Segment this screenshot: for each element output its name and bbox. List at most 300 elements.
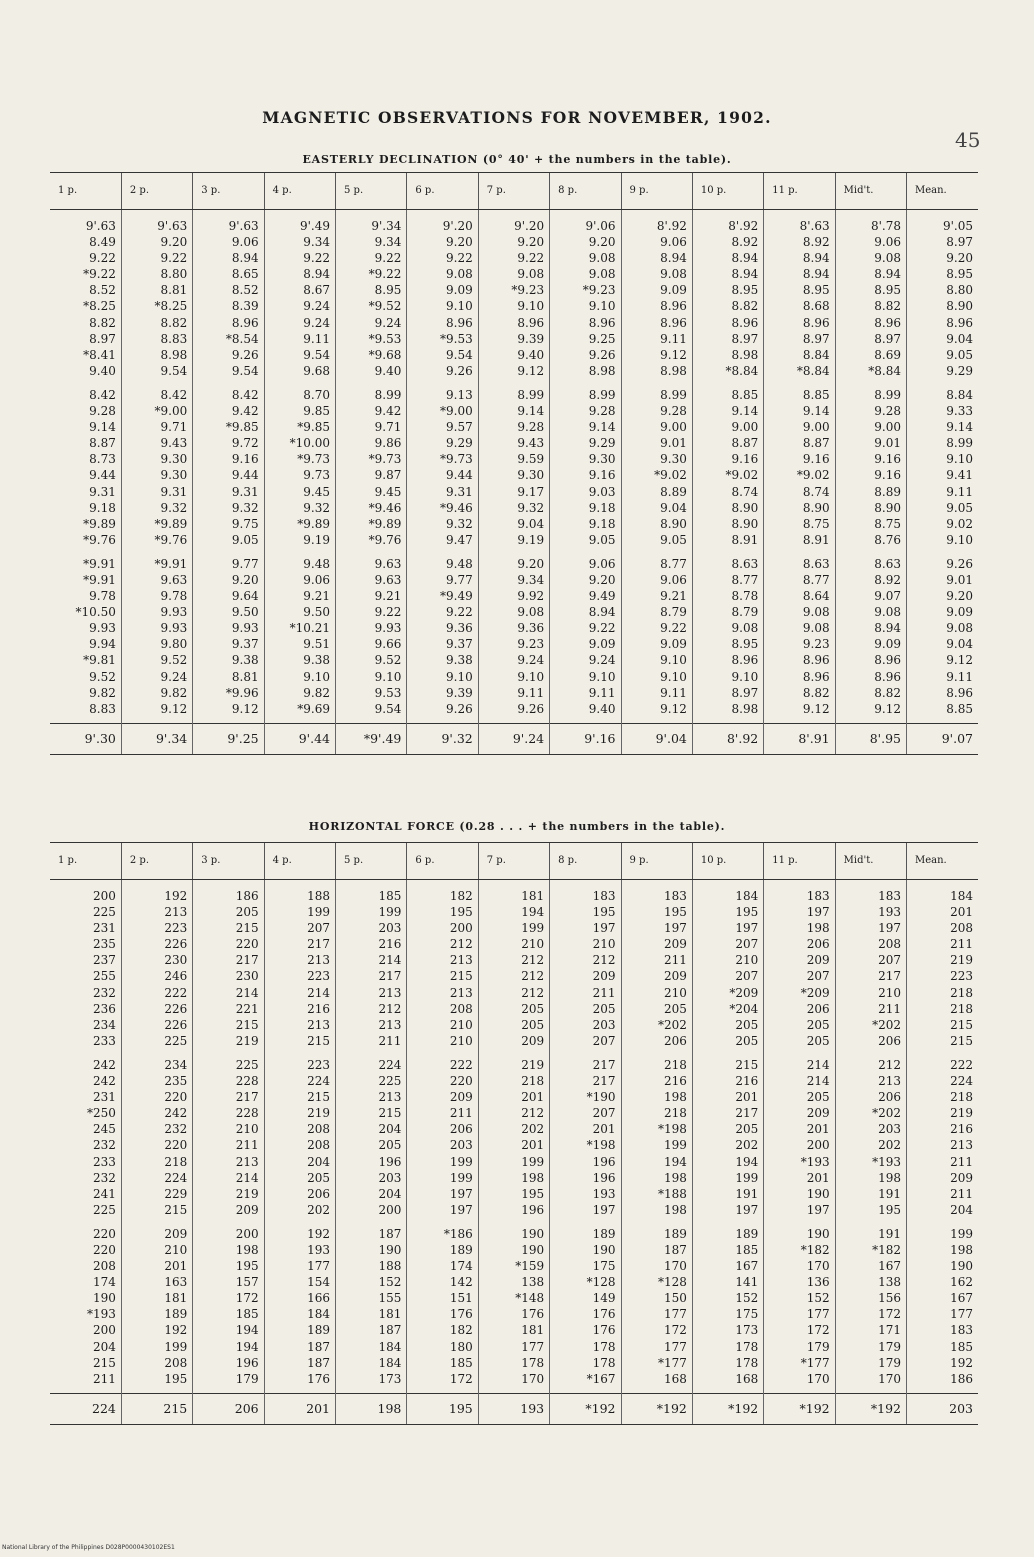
cell-value: 138 bbox=[521, 1275, 545, 1290]
cell-value: 8.96 bbox=[660, 315, 687, 330]
cell-value: 9.21 bbox=[374, 589, 402, 604]
table-cell bbox=[550, 548, 621, 723]
cell-value: 200 bbox=[806, 1138, 830, 1153]
column-header: 6 p. bbox=[407, 843, 478, 880]
cell-value: 220 bbox=[235, 937, 259, 952]
cell-value: 8.96 bbox=[517, 315, 545, 330]
table-cell bbox=[193, 548, 264, 723]
mean-cell: 9'.07 bbox=[907, 723, 979, 754]
cell-value: 172 bbox=[663, 1323, 687, 1338]
cell-value: 9.23 bbox=[802, 637, 830, 652]
cell-value: 205 bbox=[592, 1001, 616, 1016]
cell-value: 9.06 bbox=[874, 235, 901, 250]
cell-value: 199 bbox=[663, 1138, 687, 1153]
mean-cell: 224 bbox=[50, 1393, 121, 1424]
cell-value: 208 bbox=[950, 921, 973, 936]
cell-value: 9.16 bbox=[874, 468, 901, 483]
table-cell bbox=[692, 1218, 763, 1393]
cell-value: 9.20 bbox=[588, 235, 616, 250]
table-cell bbox=[121, 379, 192, 548]
cell-value: 9.40 bbox=[588, 701, 616, 716]
cell-value: 9.09 bbox=[874, 637, 901, 652]
cell-value: 8'.92 bbox=[656, 219, 687, 233]
cell-value: 9.22 bbox=[588, 621, 616, 636]
cell-value: 219 bbox=[950, 953, 973, 968]
cell-value: 8.97 bbox=[731, 331, 759, 346]
cell-value: 191 bbox=[878, 1186, 901, 1201]
table-cell bbox=[835, 880, 906, 1049]
cell-value: 242 bbox=[92, 1074, 116, 1089]
cell-value: 9.26 bbox=[446, 701, 473, 716]
mean-row bbox=[50, 1393, 978, 1424]
cell-value: 9.32 bbox=[160, 500, 188, 515]
cell-value: *9.00 bbox=[154, 404, 188, 419]
cell-value: 163 bbox=[164, 1275, 188, 1290]
table-cell bbox=[764, 210, 835, 379]
mean-cell: *192 bbox=[692, 1393, 763, 1424]
cell-value: 9.48 bbox=[446, 556, 473, 571]
cell-value: 9.16 bbox=[802, 452, 830, 467]
cell-value: 179 bbox=[806, 1339, 830, 1354]
cell-value: 152 bbox=[735, 1291, 759, 1306]
cell-value: 8.96 bbox=[231, 315, 259, 330]
cell-value: 8.99 bbox=[588, 387, 616, 402]
cell-value: 9.10 bbox=[660, 653, 687, 668]
cell-value: 199 bbox=[521, 921, 545, 936]
header-row bbox=[50, 173, 978, 210]
table-cell bbox=[692, 548, 763, 723]
cell-value: 9.77 bbox=[231, 556, 259, 571]
cell-value: 212 bbox=[592, 953, 616, 968]
cell-value: 206 bbox=[449, 1122, 473, 1137]
cell-value: 9.10 bbox=[446, 669, 473, 684]
table-cell bbox=[621, 1218, 692, 1393]
cell-value: 214 bbox=[235, 985, 259, 1000]
cell-value: 235 bbox=[92, 937, 116, 952]
cell-value: 200 bbox=[378, 1202, 402, 1217]
cell-value: 197 bbox=[663, 921, 687, 936]
cell-value: 9.14 bbox=[802, 404, 830, 419]
cell-value: 176 bbox=[307, 1371, 330, 1386]
cell-value: 205 bbox=[806, 1033, 830, 1048]
table-cell bbox=[907, 379, 979, 548]
cell-value: *9.73 bbox=[297, 452, 330, 467]
cell-value: 8.82 bbox=[160, 315, 188, 330]
cell-value: 213 bbox=[378, 1017, 402, 1032]
cell-value: 172 bbox=[449, 1371, 473, 1386]
cell-value: 210 bbox=[521, 937, 545, 952]
cell-value: 9.05 bbox=[588, 532, 616, 547]
cell-value: 9.03 bbox=[588, 484, 616, 499]
cell-value: 183 bbox=[663, 889, 687, 903]
cell-value: 9.73 bbox=[303, 468, 330, 483]
cell-value: 9.13 bbox=[446, 387, 473, 402]
cell-value: 8.96 bbox=[660, 299, 687, 314]
cell-value: 9.34 bbox=[303, 235, 330, 250]
cell-value: 9.06 bbox=[660, 235, 687, 250]
cell-value: 9.06 bbox=[588, 556, 616, 571]
cell-value: 204 bbox=[378, 1186, 402, 1201]
cell-value: 9.11 bbox=[660, 685, 687, 700]
mean-cell: *192 bbox=[764, 1393, 835, 1424]
table-cell bbox=[478, 548, 549, 723]
cell-value: 224 bbox=[950, 1074, 973, 1089]
cell-value: *9.22 bbox=[83, 267, 116, 282]
cell-value: 8.85 bbox=[946, 701, 973, 716]
cell-value: 8.94 bbox=[874, 621, 901, 636]
cell-value: 8.94 bbox=[588, 605, 616, 620]
cell-value: 187 bbox=[378, 1226, 402, 1241]
cell-value: 8.94 bbox=[802, 251, 830, 266]
cell-value: 206 bbox=[878, 1033, 901, 1048]
cell-value: 8.42 bbox=[160, 387, 188, 402]
cell-value: *9.85 bbox=[225, 420, 259, 435]
cell-value: 213 bbox=[235, 1154, 259, 1169]
mean-cell: 8'.92 bbox=[692, 723, 763, 754]
cell-value: *202 bbox=[657, 1017, 687, 1032]
table-cell bbox=[621, 210, 692, 379]
cell-value: 197 bbox=[735, 1202, 759, 1217]
cell-value: 210 bbox=[235, 1122, 259, 1137]
cell-value: 8.74 bbox=[731, 484, 759, 499]
cell-value: 200 bbox=[449, 921, 473, 936]
cell-value: 9.63 bbox=[160, 572, 188, 587]
cell-value: 8.98 bbox=[660, 363, 687, 378]
table-cell bbox=[907, 880, 979, 1049]
cell-value: 9.34 bbox=[517, 572, 545, 587]
column-header: 2 p. bbox=[121, 843, 192, 880]
table-cell bbox=[550, 1218, 621, 1393]
cell-value: 189 bbox=[592, 1226, 616, 1241]
cell-value: 214 bbox=[307, 985, 330, 1000]
cell-value: 223 bbox=[307, 969, 330, 984]
cell-value: 9.31 bbox=[89, 484, 116, 499]
column-header: 11 p. bbox=[764, 843, 835, 880]
cell-value: 9.38 bbox=[231, 653, 259, 668]
cell-value: 9.20 bbox=[946, 589, 973, 604]
cell-value: *9.02 bbox=[796, 468, 830, 483]
cell-value: 198 bbox=[878, 1170, 901, 1185]
cell-value: 9.82 bbox=[303, 685, 330, 700]
cell-value: 228 bbox=[235, 1074, 259, 1089]
page-number: 45 bbox=[955, 128, 981, 152]
cell-value: 8.52 bbox=[231, 283, 259, 298]
cell-value: 9.26 bbox=[946, 556, 973, 571]
cell-value: 9.20 bbox=[517, 235, 545, 250]
cell-value: 195 bbox=[521, 1186, 545, 1201]
table-cell bbox=[907, 1049, 979, 1218]
cell-value: 184 bbox=[307, 1307, 330, 1322]
table-block bbox=[50, 379, 978, 548]
cell-value: 9.50 bbox=[231, 605, 259, 620]
cell-value: 215 bbox=[950, 1017, 973, 1032]
cell-value: *9.68 bbox=[368, 347, 402, 362]
cell-value: 200 bbox=[92, 1323, 116, 1338]
cell-value: 8.99 bbox=[874, 387, 901, 402]
cell-value: 8.90 bbox=[946, 299, 973, 314]
cell-value: 9.33 bbox=[946, 404, 973, 419]
cell-value: 9.92 bbox=[517, 589, 545, 604]
cell-value: 203 bbox=[878, 1122, 901, 1137]
cell-value: 8.39 bbox=[231, 299, 259, 314]
cell-value: 9.04 bbox=[946, 331, 973, 346]
column-header: 4 p. bbox=[264, 843, 335, 880]
column-header: 6 p. bbox=[407, 173, 478, 210]
cell-value: 8.95 bbox=[946, 267, 973, 282]
cell-value: 217 bbox=[235, 953, 259, 968]
cell-value: 8.68 bbox=[802, 299, 830, 314]
table-cell bbox=[50, 1049, 121, 1218]
cell-value: 194 bbox=[235, 1339, 259, 1354]
cell-value: 141 bbox=[735, 1275, 759, 1290]
cell-value: 178 bbox=[521, 1355, 545, 1370]
cell-value: 9.54 bbox=[303, 347, 330, 362]
table-cell bbox=[407, 379, 478, 548]
cell-value: 8.82 bbox=[802, 685, 830, 700]
cell-value: 9.11 bbox=[946, 484, 973, 499]
cell-value: 203 bbox=[592, 1017, 616, 1032]
cell-value: 214 bbox=[806, 1057, 830, 1072]
cell-value: 9'.06 bbox=[585, 219, 616, 233]
cell-value: 195 bbox=[592, 905, 616, 920]
cell-value: 9.24 bbox=[374, 315, 402, 330]
cell-value: 8.95 bbox=[874, 283, 901, 298]
cell-value: 201 bbox=[521, 1138, 545, 1153]
cell-value: 203 bbox=[449, 1138, 473, 1153]
cell-value: 9.75 bbox=[231, 516, 259, 531]
column-header: 3 p. bbox=[193, 173, 264, 210]
cell-value: 222 bbox=[164, 985, 188, 1000]
cell-value: 222 bbox=[449, 1057, 473, 1072]
cell-value: 8.96 bbox=[874, 315, 901, 330]
cell-value: 210 bbox=[164, 1242, 188, 1257]
cell-value: 184 bbox=[378, 1355, 402, 1370]
cell-value: 9.02 bbox=[946, 516, 973, 531]
cell-value: *9.91 bbox=[154, 556, 188, 571]
cell-value: 237 bbox=[92, 953, 116, 968]
cell-value: 9.54 bbox=[160, 363, 188, 378]
cell-value: 9.64 bbox=[231, 589, 259, 604]
cell-value: 204 bbox=[307, 1154, 330, 1169]
cell-value: 8.82 bbox=[874, 685, 901, 700]
cell-value: *209 bbox=[800, 985, 830, 1000]
cell-value: 157 bbox=[235, 1275, 259, 1290]
cell-value: 192 bbox=[164, 1323, 188, 1338]
cell-value: 9.51 bbox=[303, 637, 330, 652]
cell-value: 9.08 bbox=[946, 621, 973, 636]
cell-value: 8.96 bbox=[731, 653, 759, 668]
cell-value: 9.72 bbox=[231, 436, 259, 451]
cell-value: 9.08 bbox=[660, 267, 687, 282]
cell-value: 223 bbox=[950, 969, 973, 984]
table-cell bbox=[407, 1049, 478, 1218]
cell-value: 9.86 bbox=[374, 436, 402, 451]
cell-value: 8.77 bbox=[802, 572, 830, 587]
cell-value: 211 bbox=[878, 1001, 901, 1016]
cell-value: 9.08 bbox=[588, 251, 616, 266]
cell-value: 197 bbox=[878, 921, 901, 936]
cell-value: 181 bbox=[378, 1307, 402, 1322]
cell-value: 9.38 bbox=[446, 653, 473, 668]
cell-value: 225 bbox=[378, 1074, 402, 1089]
cell-value: 217 bbox=[307, 937, 330, 952]
cell-value: 215 bbox=[735, 1057, 759, 1072]
cell-value: 9.31 bbox=[446, 484, 473, 499]
cell-value: 215 bbox=[449, 969, 473, 984]
cell-value: *9.46 bbox=[368, 500, 402, 515]
cell-value: 8.84 bbox=[802, 347, 830, 362]
cell-value: *186 bbox=[443, 1226, 473, 1241]
cell-value: 229 bbox=[164, 1186, 188, 1201]
cell-value: 9'.63 bbox=[85, 219, 116, 233]
cell-value: 9.22 bbox=[660, 621, 687, 636]
cell-value: 217 bbox=[878, 969, 901, 984]
cell-value: 211 bbox=[950, 1186, 973, 1201]
cell-value: 8.96 bbox=[446, 315, 473, 330]
cell-value: 199 bbox=[164, 1339, 188, 1354]
cell-value: 155 bbox=[378, 1291, 402, 1306]
cell-value: 9.24 bbox=[160, 669, 188, 684]
cell-value: 8.94 bbox=[802, 267, 830, 282]
table-cell bbox=[50, 379, 121, 548]
cell-value: 9.37 bbox=[446, 637, 473, 652]
cell-value: 224 bbox=[307, 1074, 330, 1089]
cell-value: 233 bbox=[92, 1033, 116, 1048]
cell-value: 8.74 bbox=[802, 484, 830, 499]
cell-value: 196 bbox=[592, 1170, 616, 1185]
table-cell bbox=[336, 379, 407, 548]
cell-value: 210 bbox=[449, 1033, 473, 1048]
cell-value: 8.80 bbox=[160, 267, 188, 282]
cell-value: 209 bbox=[806, 953, 830, 968]
cell-value: 8.82 bbox=[731, 299, 759, 314]
cell-value: 192 bbox=[307, 1226, 330, 1241]
cell-value: 8.90 bbox=[802, 500, 830, 515]
cell-value: 9.30 bbox=[160, 452, 188, 467]
cell-value: 219 bbox=[307, 1106, 330, 1121]
cell-value: 9.11 bbox=[517, 685, 545, 700]
cell-value: 196 bbox=[378, 1154, 402, 1169]
cell-value: 8.78 bbox=[731, 589, 759, 604]
cell-value: 8.96 bbox=[802, 669, 830, 684]
cell-value: 195 bbox=[663, 905, 687, 920]
cell-value: 9.16 bbox=[731, 452, 759, 467]
cell-value: 185 bbox=[449, 1355, 473, 1370]
cell-value: 9.48 bbox=[303, 556, 330, 571]
cell-value: 217 bbox=[235, 1090, 259, 1105]
cell-value: 205 bbox=[235, 905, 259, 920]
cell-value: 175 bbox=[735, 1307, 759, 1322]
cell-value: 219 bbox=[235, 1033, 259, 1048]
cell-value: 9.18 bbox=[588, 500, 616, 515]
cell-value: 8.97 bbox=[731, 685, 759, 700]
cell-value: *9.89 bbox=[368, 516, 402, 531]
cell-value: 166 bbox=[307, 1291, 330, 1306]
cell-value: 183 bbox=[592, 889, 616, 903]
cell-value: 209 bbox=[806, 1106, 830, 1121]
column-header: Mean. bbox=[907, 843, 979, 880]
cell-value: 8.96 bbox=[874, 669, 901, 684]
cell-value: *193 bbox=[86, 1307, 116, 1322]
column-header: 8 p. bbox=[550, 173, 621, 210]
cell-value: 8.98 bbox=[160, 347, 188, 362]
table-block bbox=[50, 548, 978, 723]
cell-value: 9'.34 bbox=[371, 219, 402, 233]
cell-value: 8.92 bbox=[874, 572, 901, 587]
cell-value: 246 bbox=[164, 969, 188, 984]
cell-value: 175 bbox=[592, 1259, 616, 1274]
cell-value: 235 bbox=[164, 1074, 188, 1089]
cell-value: 195 bbox=[164, 1371, 188, 1386]
table-cell bbox=[692, 379, 763, 548]
cell-value: 211 bbox=[950, 937, 973, 952]
cell-value: 9.09 bbox=[946, 605, 973, 620]
cell-value: *177 bbox=[800, 1355, 830, 1370]
cell-value: 9.12 bbox=[660, 347, 687, 362]
cell-value: 208 bbox=[164, 1355, 188, 1370]
cell-value: 209 bbox=[164, 1226, 188, 1241]
cell-value: 9.78 bbox=[160, 589, 188, 604]
cell-value: 197 bbox=[806, 1202, 830, 1217]
cell-value: 8.97 bbox=[874, 331, 901, 346]
cell-value: 9.52 bbox=[89, 669, 116, 684]
table-cell bbox=[835, 210, 906, 379]
cell-value: 8.90 bbox=[874, 500, 901, 515]
cell-value: 8.97 bbox=[946, 235, 973, 250]
cell-value: 209 bbox=[449, 1090, 473, 1105]
cell-value: 190 bbox=[806, 1186, 830, 1201]
cell-value: *10.00 bbox=[289, 436, 330, 451]
cell-value: 189 bbox=[307, 1323, 330, 1338]
cell-value: *159 bbox=[515, 1259, 545, 1274]
cell-value: 9.04 bbox=[946, 637, 973, 652]
cell-value: 201 bbox=[735, 1090, 759, 1105]
cell-value: *9.02 bbox=[725, 468, 759, 483]
cell-value: 183 bbox=[950, 1323, 973, 1338]
cell-value: *8.84 bbox=[725, 363, 759, 378]
cell-value: 8'.78 bbox=[870, 219, 901, 233]
cell-value: 193 bbox=[878, 905, 901, 920]
cell-value: 9'.49 bbox=[299, 219, 330, 233]
table-cell bbox=[336, 548, 407, 723]
cell-value: 9.57 bbox=[446, 420, 473, 435]
cell-value: 156 bbox=[878, 1291, 901, 1306]
cell-value: 9.52 bbox=[160, 653, 188, 668]
cell-value: 220 bbox=[92, 1226, 116, 1241]
cell-value: 178 bbox=[735, 1339, 759, 1354]
table-cell bbox=[121, 548, 192, 723]
cell-value: 9.06 bbox=[231, 235, 259, 250]
cell-value: 185 bbox=[235, 1307, 259, 1322]
table-cell bbox=[692, 1049, 763, 1218]
cell-value: 212 bbox=[378, 1001, 402, 1016]
cell-value: 9.26 bbox=[231, 347, 259, 362]
cell-value: 221 bbox=[235, 1001, 259, 1016]
cell-value: *9.22 bbox=[368, 267, 402, 282]
cell-value: *198 bbox=[586, 1138, 616, 1153]
cell-value: 9.44 bbox=[89, 468, 116, 483]
cell-value: 206 bbox=[806, 937, 830, 952]
cell-value: 8.73 bbox=[89, 452, 116, 467]
table-cell bbox=[193, 1218, 264, 1393]
cell-value: 207 bbox=[806, 969, 830, 984]
cell-value: 9.08 bbox=[802, 621, 830, 636]
cell-value: 9.00 bbox=[660, 420, 687, 435]
cell-value: 8.94 bbox=[731, 267, 759, 282]
cell-value: 9.14 bbox=[731, 404, 759, 419]
cell-value: 9.28 bbox=[517, 420, 545, 435]
cell-value: 178 bbox=[592, 1355, 616, 1370]
